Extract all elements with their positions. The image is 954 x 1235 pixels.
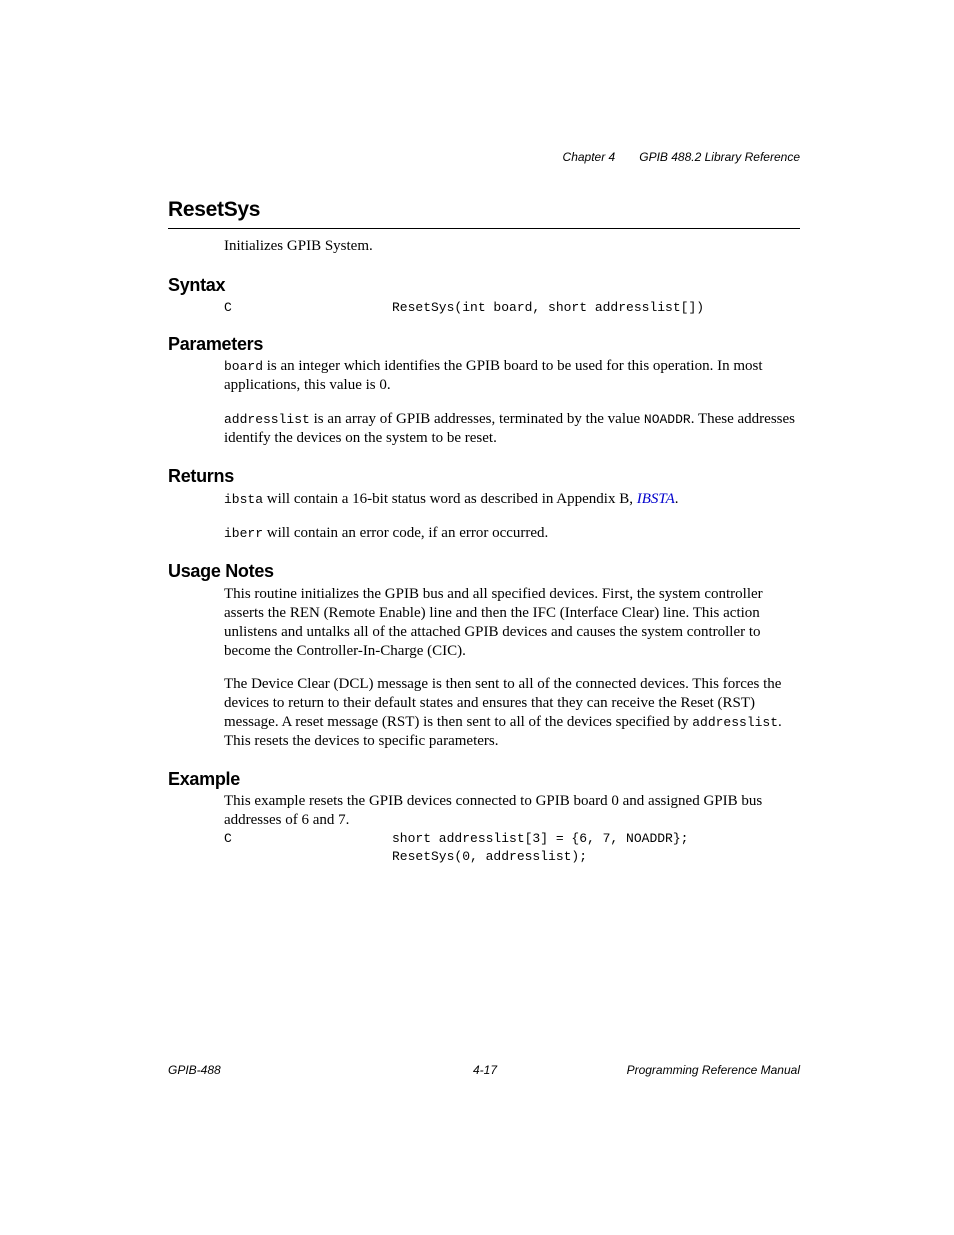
- usage-paragraph-2: [224, 675, 800, 751]
- returns-iberr: [224, 524, 800, 543]
- param-addresslist-text-b: . These addresses identify the devices on the system to be reset.: [224, 411, 795, 446]
- page-title: ResetSys: [168, 198, 261, 221]
- iberr-text: will contain an error code, if an error occurred.: [263, 525, 549, 541]
- example-language: C: [224, 831, 232, 846]
- syntax-language: C: [224, 300, 232, 315]
- parameter-board: [224, 357, 800, 395]
- parameter-addresslist: [224, 410, 800, 448]
- ibsta-text: will contain a 16-bit status word as described in Appendix B,: [263, 491, 637, 507]
- param-board-text: is an integer which identifies the GPIB board to be used for this operation. In most applications, this value is 0.: [224, 358, 763, 393]
- footer-manual-title: Programming Reference Manual: [626, 1063, 800, 1077]
- noaddr-code: NOADDR: [643, 412, 691, 427]
- usage-addresslist-code: addresslist: [692, 715, 779, 730]
- example-text: This example resets the GPIB devices connected to GPIB board 0 and assigned GPIB bus addresses of 6 and 7.: [224, 793, 763, 828]
- parameters-heading: Parameters: [168, 334, 264, 354]
- example-heading: Example: [168, 769, 240, 789]
- section-label: GPIB 488.2 Library Reference: [639, 150, 800, 164]
- usage-paragraph-1: This routine initializes the GPIB bus and all specified devices. First, the system controller asserts the REN (Remote Enable) line and then the IFC (Interface Clear) line. This action unlistens and untalks all of the attached GPIB devices and causes the system controller to become the Controller-In-Charge (CIC).: [224, 586, 763, 659]
- footer-product: GPIB-488: [168, 1063, 221, 1077]
- iberr-code: iberr: [224, 526, 264, 541]
- ibsta-link[interactable]: IBSTA: [636, 491, 675, 507]
- param-addresslist-code: addresslist: [224, 412, 310, 427]
- chapter-label: Chapter 4: [562, 150, 616, 164]
- ibsta-code: ibsta: [224, 492, 264, 507]
- param-addresslist-text-a: is an array of GPIB addresses, terminated by the value: [309, 411, 644, 427]
- usage-p2-text-a: The Device Clear (DCL) message is then sent to all of the connected devices. This forces the devices to return to their default states and ensures that they can receive the Reset (RST) message. A reset message (RST) is then sent to all of the devices specified by: [224, 676, 782, 730]
- intro-text: Initializes GPIB System.: [224, 238, 373, 254]
- running-header: [563, 150, 800, 164]
- returns-heading: Returns: [168, 466, 234, 486]
- example-code-line-1: short addresslist[3] = {6, 7, NOADDR};: [392, 831, 689, 846]
- ibsta-end: .: [674, 491, 679, 507]
- title-divider: [168, 228, 800, 229]
- syntax-heading: Syntax: [168, 275, 226, 295]
- syntax-code: ResetSys(int board, short addresslist[]): [392, 300, 705, 315]
- usage-notes-heading: Usage Notes: [168, 561, 274, 581]
- usage-p2-text-b: . This resets the devices to specific parameters.: [224, 714, 782, 749]
- example-code-line-2: ResetSys(0, addresslist);: [392, 849, 588, 864]
- returns-ibsta: [224, 490, 800, 509]
- param-board-code: board: [224, 359, 264, 374]
- footer-page-number: 4-17: [473, 1063, 498, 1077]
